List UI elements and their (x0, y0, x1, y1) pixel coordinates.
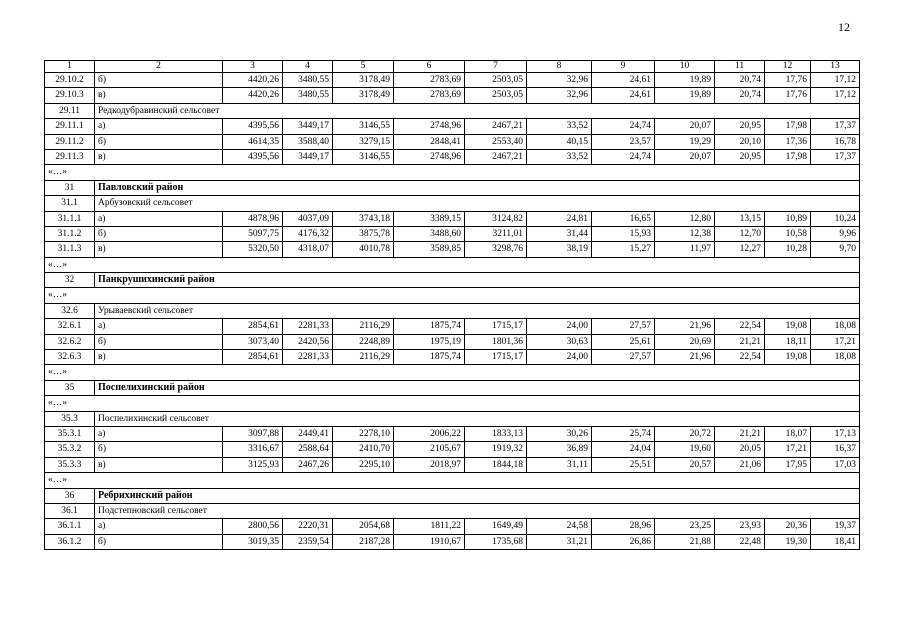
value-cell: 2410,70 (333, 442, 394, 457)
value-cell: 4420,26 (223, 88, 283, 103)
value-cell: 24,00 (527, 350, 592, 365)
value-cell: 33,52 (527, 119, 592, 134)
section-row (45, 303, 860, 318)
section-row (45, 503, 860, 518)
value-cell: 3178,49 (333, 73, 394, 88)
value-cell: 19,08 (765, 319, 811, 334)
row-code: 35.3.1 (45, 426, 95, 441)
ellipsis-mark: «…» (45, 288, 860, 303)
value-cell: 5320,50 (223, 242, 283, 257)
value-cell: 3480,55 (283, 73, 333, 88)
value-cell: 4420,26 (223, 73, 283, 88)
ellipsis-row (45, 396, 860, 411)
value-cell: 2018,97 (394, 457, 465, 472)
value-cell: 32,96 (527, 73, 592, 88)
value-cell: 4395,56 (223, 119, 283, 134)
header-cell: 1 (45, 61, 95, 73)
section-code: 32.6 (45, 303, 95, 318)
section-code: 35.3 (45, 411, 95, 426)
value-cell: 17,76 (765, 73, 811, 88)
value-cell: 16,37 (811, 442, 860, 457)
value-cell: 20,07 (655, 149, 715, 164)
value-cell: 18,08 (811, 319, 860, 334)
value-cell: 10,89 (765, 211, 811, 226)
value-cell: 19,89 (655, 73, 715, 88)
value-cell: 3146,55 (333, 119, 394, 134)
value-cell: 20,74 (715, 88, 765, 103)
row-label: б) (95, 442, 223, 457)
row-label: а) (95, 319, 223, 334)
table-row (45, 350, 860, 365)
value-cell: 15,27 (592, 242, 655, 257)
value-cell: 3449,17 (283, 149, 333, 164)
value-cell: 21,88 (655, 534, 715, 549)
value-cell: 3146,55 (333, 149, 394, 164)
section-code: 29.11 (45, 103, 95, 118)
ellipsis-mark: «…» (45, 165, 860, 180)
value-cell: 21,21 (715, 426, 765, 441)
value-cell: 19,08 (765, 350, 811, 365)
row-code: 29.10.2 (45, 73, 95, 88)
value-cell: 3480,55 (283, 88, 333, 103)
value-cell: 18,07 (765, 426, 811, 441)
value-cell: 24,61 (592, 88, 655, 103)
value-cell: 19,89 (655, 88, 715, 103)
row-label: б) (95, 334, 223, 349)
value-cell: 17,03 (811, 457, 860, 472)
value-cell: 2854,61 (223, 350, 283, 365)
value-cell: 12,27 (715, 242, 765, 257)
value-cell: 17,21 (765, 442, 811, 457)
value-cell: 28,96 (592, 519, 655, 534)
ellipsis-mark: «…» (45, 257, 860, 272)
row-label: а) (95, 211, 223, 226)
value-cell: 1875,74 (394, 319, 465, 334)
value-cell: 17,12 (811, 73, 860, 88)
value-cell: 2467,21 (465, 149, 527, 164)
row-code: 31.1.1 (45, 211, 95, 226)
value-cell: 3389,15 (394, 211, 465, 226)
value-cell: 2783,69 (394, 73, 465, 88)
ellipsis-mark: «…» (45, 473, 860, 488)
value-cell: 10,28 (765, 242, 811, 257)
district-name: Поспелихинский район (95, 380, 860, 395)
value-cell: 22,54 (715, 350, 765, 365)
value-cell: 3488,60 (394, 226, 465, 241)
value-cell: 2295,10 (333, 457, 394, 472)
value-cell: 2503,05 (465, 73, 527, 88)
section-name: Подстепновский сельсовет (95, 503, 860, 518)
value-cell: 25,51 (592, 457, 655, 472)
row-code: 32.6.1 (45, 319, 95, 334)
value-cell: 4395,56 (223, 149, 283, 164)
value-cell: 1844,18 (465, 457, 527, 472)
value-cell: 19,29 (655, 134, 715, 149)
header-cell: 4 (283, 61, 333, 73)
value-cell: 1715,17 (465, 350, 527, 365)
value-cell: 20,69 (655, 334, 715, 349)
value-cell: 12,70 (715, 226, 765, 241)
section-code: 31.1 (45, 196, 95, 211)
header-cell: 8 (527, 61, 592, 73)
value-cell: 24,74 (592, 149, 655, 164)
row-code: 31.1.2 (45, 226, 95, 241)
row-code: 29.11.2 (45, 134, 95, 149)
value-cell: 1910,67 (394, 534, 465, 549)
value-cell: 2467,21 (465, 119, 527, 134)
value-cell: 17,98 (765, 149, 811, 164)
value-cell: 13,15 (715, 211, 765, 226)
district-code: 32 (45, 273, 95, 288)
value-cell: 21,21 (715, 334, 765, 349)
value-cell: 3125,93 (223, 457, 283, 472)
district-row (45, 180, 860, 195)
value-cell: 33,52 (527, 149, 592, 164)
value-cell: 19,37 (811, 519, 860, 534)
district-name: Панкрушихинский район (95, 273, 860, 288)
value-cell: 3316,67 (223, 442, 283, 457)
value-cell: 27,57 (592, 319, 655, 334)
district-code: 36 (45, 488, 95, 503)
table-row (45, 134, 860, 149)
value-cell: 3743,18 (333, 211, 394, 226)
tariff-table (44, 60, 860, 550)
row-code: 29.11.3 (45, 149, 95, 164)
value-cell: 16,78 (811, 134, 860, 149)
value-cell: 30,26 (527, 426, 592, 441)
value-cell: 2783,69 (394, 88, 465, 103)
table-row (45, 319, 860, 334)
value-cell: 1715,17 (465, 319, 527, 334)
value-cell: 1811,22 (394, 519, 465, 534)
section-name: Редкодубравинский сельсовет (95, 103, 860, 118)
value-cell: 31,44 (527, 226, 592, 241)
value-cell: 3588,40 (283, 134, 333, 149)
value-cell: 2800,56 (223, 519, 283, 534)
value-cell: 18,08 (811, 350, 860, 365)
row-label: в) (95, 242, 223, 257)
value-cell: 23,25 (655, 519, 715, 534)
section-name: Урываевский сельсовет (95, 303, 860, 318)
value-cell: 17,36 (765, 134, 811, 149)
district-row (45, 273, 860, 288)
row-label: б) (95, 73, 223, 88)
section-name: Поспелихинский сельсовет (95, 411, 860, 426)
header-cell: 10 (655, 61, 715, 73)
table-row (45, 226, 860, 241)
value-cell: 3097,88 (223, 426, 283, 441)
page-number: 12 (838, 20, 850, 34)
value-cell: 19,30 (765, 534, 811, 549)
value-cell: 20,72 (655, 426, 715, 441)
value-cell: 25,61 (592, 334, 655, 349)
header-cell: 5 (333, 61, 394, 73)
value-cell: 18,41 (811, 534, 860, 549)
value-cell: 1975,19 (394, 334, 465, 349)
ellipsis-row (45, 165, 860, 180)
row-code: 36.1.2 (45, 534, 95, 549)
value-cell: 23,57 (592, 134, 655, 149)
value-cell: 2187,28 (333, 534, 394, 549)
row-code: 31.1.3 (45, 242, 95, 257)
value-cell: 3073,40 (223, 334, 283, 349)
district-name: Павловский район (95, 180, 860, 195)
value-cell: 20,74 (715, 73, 765, 88)
row-label: в) (95, 457, 223, 472)
value-cell: 21,06 (715, 457, 765, 472)
value-cell: 4878,96 (223, 211, 283, 226)
value-cell: 3178,49 (333, 88, 394, 103)
value-cell: 1801,36 (465, 334, 527, 349)
value-cell: 2748,96 (394, 149, 465, 164)
value-cell: 20,95 (715, 149, 765, 164)
header-cell: 7 (465, 61, 527, 73)
value-cell: 4037,09 (283, 211, 333, 226)
row-code: 35.3.3 (45, 457, 95, 472)
row-code: 29.10.3 (45, 88, 95, 103)
value-cell: 11,97 (655, 242, 715, 257)
value-cell: 36,89 (527, 442, 592, 457)
value-cell: 1649,49 (465, 519, 527, 534)
header-cell: 6 (394, 61, 465, 73)
value-cell: 16,65 (592, 211, 655, 226)
value-cell: 2105,67 (394, 442, 465, 457)
table-row (45, 519, 860, 534)
value-cell: 2220,31 (283, 519, 333, 534)
district-code: 35 (45, 380, 95, 395)
section-row (45, 411, 860, 426)
value-cell: 22,54 (715, 319, 765, 334)
value-cell: 3298,76 (465, 242, 527, 257)
value-cell: 12,80 (655, 211, 715, 226)
value-cell: 18,11 (765, 334, 811, 349)
value-cell: 17,37 (811, 149, 860, 164)
row-code: 32.6.3 (45, 350, 95, 365)
value-cell: 17,95 (765, 457, 811, 472)
table-row (45, 73, 860, 88)
value-cell: 3449,17 (283, 119, 333, 134)
header-cell: 13 (811, 61, 860, 73)
value-cell: 10,58 (765, 226, 811, 241)
row-code: 32.6.2 (45, 334, 95, 349)
value-cell: 24,00 (527, 319, 592, 334)
value-cell: 1833,13 (465, 426, 527, 441)
row-label: а) (95, 119, 223, 134)
value-cell: 2449,41 (283, 426, 333, 441)
value-cell: 20,10 (715, 134, 765, 149)
row-code: 35.3.2 (45, 442, 95, 457)
value-cell: 2054,68 (333, 519, 394, 534)
value-cell: 2420,56 (283, 334, 333, 349)
value-cell: 3589,85 (394, 242, 465, 257)
value-cell: 17,76 (765, 88, 811, 103)
value-cell: 17,37 (811, 119, 860, 134)
row-label: б) (95, 534, 223, 549)
row-code: 29.11.1 (45, 119, 95, 134)
value-cell: 1875,74 (394, 350, 465, 365)
value-cell: 24,81 (527, 211, 592, 226)
value-cell: 38,19 (527, 242, 592, 257)
value-cell: 3124,82 (465, 211, 527, 226)
value-cell: 2588,64 (283, 442, 333, 457)
value-cell: 20,07 (655, 119, 715, 134)
value-cell: 9,70 (811, 242, 860, 257)
table-row (45, 149, 860, 164)
value-cell: 2281,33 (283, 350, 333, 365)
ellipsis-row (45, 365, 860, 380)
value-cell: 31,11 (527, 457, 592, 472)
table-row (45, 88, 860, 103)
table-row (45, 426, 860, 441)
row-label: в) (95, 88, 223, 103)
ellipsis-row (45, 257, 860, 272)
district-code: 31 (45, 180, 95, 195)
value-cell: 2748,96 (394, 119, 465, 134)
value-cell: 15,93 (592, 226, 655, 241)
row-label: а) (95, 426, 223, 441)
value-cell: 17,12 (811, 88, 860, 103)
header-row (45, 61, 860, 73)
section-name: Арбузовский сельсовет (95, 196, 860, 211)
value-cell: 20,05 (715, 442, 765, 457)
row-label: б) (95, 226, 223, 241)
value-cell: 2854,61 (223, 319, 283, 334)
section-row (45, 103, 860, 118)
ellipsis-mark: «…» (45, 396, 860, 411)
value-cell: 20,57 (655, 457, 715, 472)
value-cell: 4010,78 (333, 242, 394, 257)
table-row (45, 334, 860, 349)
row-label: а) (95, 519, 223, 534)
district-row (45, 488, 860, 503)
value-cell: 20,36 (765, 519, 811, 534)
value-cell: 24,58 (527, 519, 592, 534)
ellipsis-row (45, 288, 860, 303)
table-row (45, 534, 860, 549)
value-cell: 3211,01 (465, 226, 527, 241)
value-cell: 2848,41 (394, 134, 465, 149)
header-cell: 12 (765, 61, 811, 73)
value-cell: 1919,32 (465, 442, 527, 457)
table-row (45, 211, 860, 226)
value-cell: 2503,05 (465, 88, 527, 103)
value-cell: 19,60 (655, 442, 715, 457)
value-cell: 17,21 (811, 334, 860, 349)
value-cell: 4176,32 (283, 226, 333, 241)
ellipsis-row (45, 473, 860, 488)
value-cell: 17,13 (811, 426, 860, 441)
section-row (45, 196, 860, 211)
value-cell: 40,15 (527, 134, 592, 149)
value-cell: 2281,33 (283, 319, 333, 334)
value-cell: 21,96 (655, 319, 715, 334)
value-cell: 2553,40 (465, 134, 527, 149)
value-cell: 20,95 (715, 119, 765, 134)
district-name: Ребрихинский район (95, 488, 860, 503)
value-cell: 2278,10 (333, 426, 394, 441)
value-cell: 3875,78 (333, 226, 394, 241)
value-cell: 12,38 (655, 226, 715, 241)
value-cell: 31,21 (527, 534, 592, 549)
value-cell: 10,24 (811, 211, 860, 226)
header-cell: 11 (715, 61, 765, 73)
value-cell: 2116,29 (333, 350, 394, 365)
row-label: в) (95, 149, 223, 164)
table-row (45, 457, 860, 472)
value-cell: 30,63 (527, 334, 592, 349)
value-cell: 21,96 (655, 350, 715, 365)
value-cell: 2467,26 (283, 457, 333, 472)
table-row (45, 442, 860, 457)
value-cell: 22,48 (715, 534, 765, 549)
value-cell: 4614,35 (223, 134, 283, 149)
value-cell: 2248,89 (333, 334, 394, 349)
value-cell: 24,74 (592, 119, 655, 134)
value-cell: 24,04 (592, 442, 655, 457)
value-cell: 25,74 (592, 426, 655, 441)
value-cell: 2359,54 (283, 534, 333, 549)
district-row (45, 380, 860, 395)
section-code: 36.1 (45, 503, 95, 518)
value-cell: 5097,75 (223, 226, 283, 241)
value-cell: 17,98 (765, 119, 811, 134)
value-cell: 27,57 (592, 350, 655, 365)
ellipsis-mark: «…» (45, 365, 860, 380)
row-code: 36.1.1 (45, 519, 95, 534)
table-row (45, 242, 860, 257)
value-cell: 2006,22 (394, 426, 465, 441)
header-cell: 9 (592, 61, 655, 73)
value-cell: 1735,68 (465, 534, 527, 549)
value-cell: 3279,15 (333, 134, 394, 149)
value-cell: 3019,35 (223, 534, 283, 549)
value-cell: 2116,29 (333, 319, 394, 334)
row-label: б) (95, 134, 223, 149)
row-label: в) (95, 350, 223, 365)
value-cell: 23,93 (715, 519, 765, 534)
table-row (45, 119, 860, 134)
header-cell: 2 (95, 61, 223, 73)
value-cell: 4318,07 (283, 242, 333, 257)
value-cell: 32,96 (527, 88, 592, 103)
value-cell: 9,96 (811, 226, 860, 241)
header-cell: 3 (223, 61, 283, 73)
value-cell: 26,86 (592, 534, 655, 549)
value-cell: 24,61 (592, 73, 655, 88)
